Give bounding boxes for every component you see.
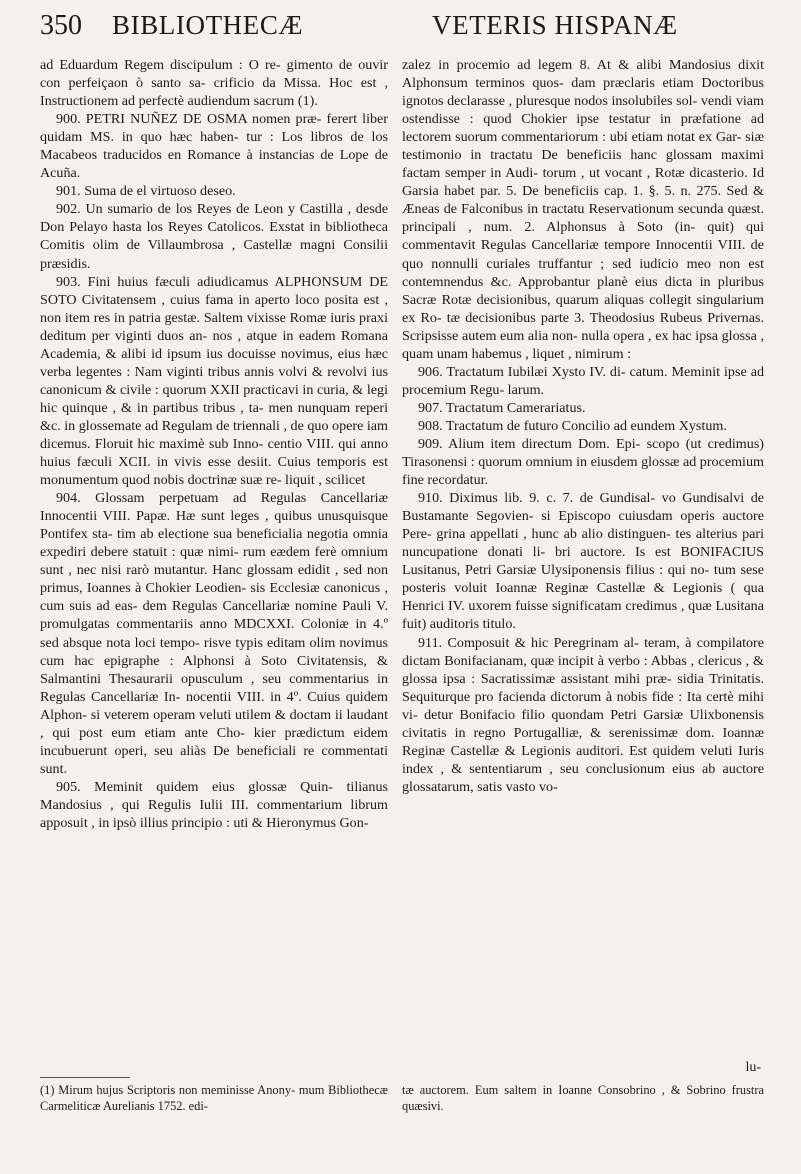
paragraph: 911. Composuit & hic Peregrinam al- teram, à compilatore dictam Bonifacianam, quæ incipit à verbo : Abbas , clericus , & glossa ipsa : Sacratissimæ assistant mihi præ- sidia Trinitatis. Sequiturque pro facienda dictorum à nobis fide : Ita certè mihi vi- detur Bonifacio filio quondam Petri Garsiæ Ulixbonensis civitatis in regno Portugalliæ, & serenissimæ dom. Ioannæ Reginæ Castellæ & Legionis auditori. Est quidem veluti Iuris index , & sententiarum , seu conclusionum eius ab auctore glossatarum, satis vasto vo- xyxy=(402,634,764,795)
paragraph: 906. Tractatum Iubilæi Xysto IV. di- catum. Meminit ipse ad procemium Regu- larum. xyxy=(402,363,764,398)
footnote-rule xyxy=(40,1077,130,1078)
paragraph: zalez in procemio ad legem 8. At & alibi Mandosius dixit Alphonsum terminos quos- dam præclaris etiam Doctoribus ignotos declarasse , pluresque nodos insolubiles sol- vendi viam ostendisse : quod Chokier ipse testatur in præfatione ad lectorem suorum commentariorum : ubi etiam notat ex Gar- siæ testimonio in tractatu De beneficiis hanc glossam maximi factam semper in Audi- torum , ut vocant , Rotæ dicasterio. Id Garsia habet par. 5. De beneficiis cap. 1. §. 5. n. 275. Sed & Æneas de Falconibus in tractatu Reservationum secunda quæst. principali , num. 2. Alphonsus à Soto (in- quit) qui commentavit Regulas Cancellariæ tempore Innocentii VIII. de quo nonnulli curiales truffantur ; sed iudicio meo non est contemnendus &c. Approbantur planè eius dicta in pluribus Sacræ Rotæ decisionibus, quarum aliquas collegit singularium ex Ro- tæ decisionibus parte 3. Theodosius Rubeus Privernas. Scripsisse autem eum alia non- nulla opera , ex hac ipsa glossa , quam unam habemus , liquet , nimirum : xyxy=(402,57,764,362)
paragraph: 905. Meminit quidem eius glossæ Quin- tilianus Mandosius , qui Regulis Iulii III. commentarium librum apposuit , in ipsò illius principio : uti & Hieronymus Gon- xyxy=(40,778,388,831)
running-head-left: BIBLIOTHECÆ xyxy=(112,10,304,40)
paragraph: ad Eduardum Regem discipulum : O re- gimento de ouvir con perfeiçaon ò santo sa- crificio da Missa. Hoc est , Instructionem ad perfectè audiendum sacrum (1). xyxy=(40,57,388,110)
paragraph: 909. Alium item directum Dom. Epi- scopo (ut credimus) Tirasonensi : quorum omnium in eiusdem glossæ ad procemium fine recordatur. xyxy=(402,435,764,489)
right-column xyxy=(402,56,764,796)
paragraph: 903. Fini huius fæculi adiudicamus ALPHONSUM DE SOTO Civitatensem , cuius fama in aperto loco posita est , non item res in patria gestæ. Saltem vixisse Romæ iuris praxi deditum per viginti duos an- nos , atque in eadem Romana Academia, & alibi id ipsum ius docuisse novimus, eius hæc verba legentes : Nam viginti tribus annis volvi & revolvi ius canonicum & civile : quorum XXII practicavi in curia, & legi hic quinque , & in partibus tribus , ta- men nunquam reperi &c. in glossemate ad Regulam de triennali , de quo opere iam dicemus. Floruit hic maximè sub Inno- centio VIII. qui anno huius fæculi XCII. in vivis esse desiit. Cuius temporis est monumentum quod nobis doctrinæ suæ re- liquit , scilicet xyxy=(40,273,388,489)
paragraph: 907. Tractatum Camerariatus. xyxy=(418,399,586,416)
paragraph: 904. Glossam perpetuam ad Regulas Cancellariæ Innocentii VIII. Papæ. Hæ sunt leges , quibus unusquisque Pontifex sta- tim ab electione sua beneficialia negotia omnia expediri debere statuit : quæ nimi- rum eædem ferè omnium sunt , nec nisi rarò mutantur. Hanc glossam edidit , sed non primus, Ioannes à Chokier Leodien- sis Ecclesiæ canonicus , cum suis ad eas- dem Regulas Cancellariæ nomine Pauli V. promulgatas commentariis anno MDCXXI. Coloniæ in 4.º sed absque nota loci tempo- risve typis editam olim novimus cum hac epigraphe : Alphonsi à Soto Civitatensis, & Salmantini Thesaurarii opusculum , seu commentarius in Regulas Cancellariæ In- nocentii VIII. in 4º. Cuius quidem Alphon- si veterem operam veluti utilem & doctam ii laudant , qui post eum etiam ante Cho- kier prædictum eidem incubuerunt operi, seu aliàs De beneficiali re commentati sunt. xyxy=(40,490,388,777)
paragraph: 902. Un sumario de los Reyes de Leon y Castilla , desde Don Pelayo hasta los Reyes Catolicos. Exstat in bibliotheca Comitis olim de Villaumbrosa , Castellæ magni Consilii præsidis. xyxy=(40,201,388,272)
footnote-left: (1) Mirum hujus Scriptoris non meminisse Anony- mum Bibliothecæ Carmeliticæ Aurelianis 1752. edi- xyxy=(40,1083,388,1113)
left-column xyxy=(40,56,388,832)
paragraph: 908. Tractatum de futuro Concilio ad eundem Xystum. xyxy=(418,417,727,434)
catchword: lu- xyxy=(745,1060,761,1075)
footnote-right: tæ auctorem. Eum saltem in Ioanne Consobrino , & Sobrino frustra quæsivi. xyxy=(402,1083,764,1113)
paragraph: 910. Diximus lib. 9. c. 7. de Gundisal- vo Gundisalvi de Bustamante Segovien- si Episcopo cuiusdam operis auctore Pere- grina appellati , hunc ab alio distinguen- tes alterius pari nuncupatione donati li- bri auctore. Is est BONIFACIUS Lusitanus, Petri Garsiæ Ulysiponensis filius : qui no- tum sese posteris voluit Ioannæ Reginæ Castellæ & Legionis ( qua Henrici IV. uxorem fuisse significatam credimus , quæ Lusitana fuit) auditoris titulo. xyxy=(402,490,764,633)
page-header xyxy=(40,10,777,50)
paragraph: 901. Suma de el virtuoso deseo. xyxy=(56,183,236,200)
paragraph: 900. PETRI NUÑEZ DE OSMA nomen præ- ferert liber quidam MS. in quo hæc haben- tur : Los libros de los Macabeos traducidos en Romance à instancias de Lope de Acuña. xyxy=(40,111,388,182)
running-head-right: VETERIS HISPANÆ xyxy=(432,10,678,40)
page-number: 350 xyxy=(40,10,82,41)
